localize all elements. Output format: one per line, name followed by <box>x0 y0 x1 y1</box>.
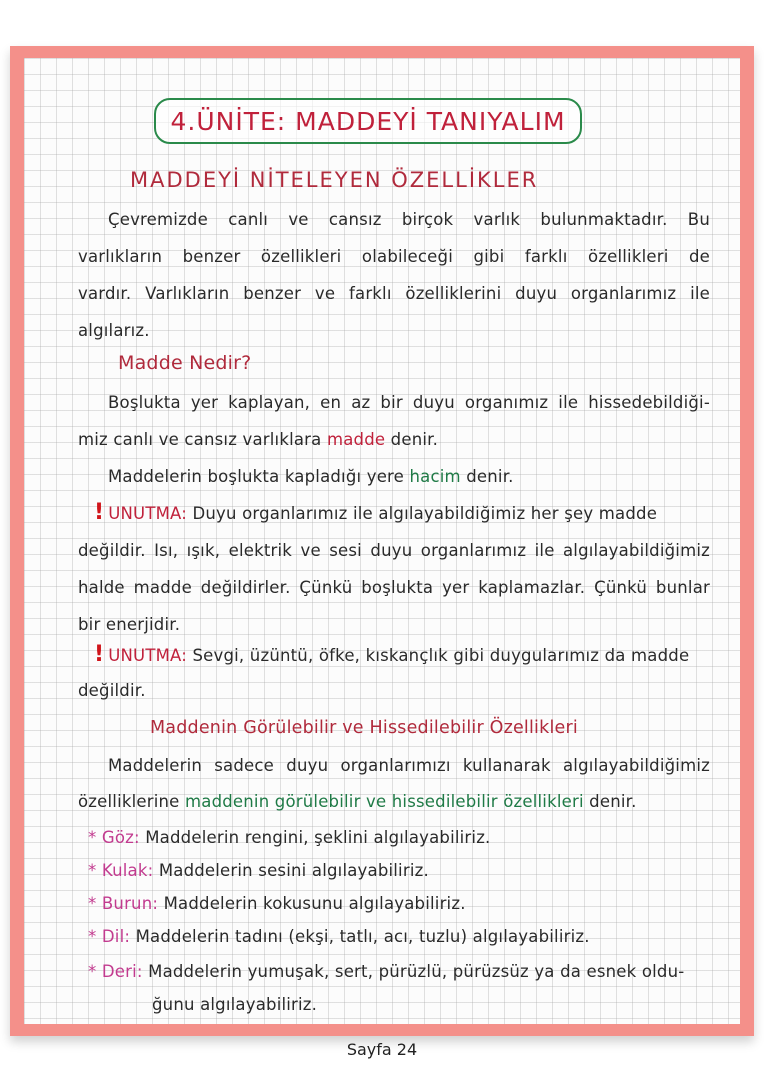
sense-item-goz <box>88 828 710 847</box>
unit-title-box <box>154 98 582 144</box>
page-frame <box>10 46 754 1036</box>
warning-icon: ! <box>94 500 105 525</box>
madde-line-2-post: denir. <box>385 430 439 449</box>
unutma-1-line-3: halde madde değildirler. Çünkü boşlukta yer kaplamazlar. Çünkü bunlar <box>78 578 710 597</box>
sense-text: Maddelerin rengini, şeklini algılayabiliriz. <box>145 828 491 847</box>
madde-line-3-pre: Maddelerin boşlukta kapladığı yere <box>108 467 410 486</box>
page-number: Sayfa 24 <box>346 1040 418 1059</box>
intro-line-4: algılarız. <box>78 321 150 340</box>
unutma-1-line-4: bir enerjidir. <box>78 615 181 634</box>
sense-label: * Dil: <box>88 927 131 946</box>
term-hacim: hacim <box>409 467 461 486</box>
unutma-1-line-2: değildir. Isı, ışık, elektrik ve sesi duyu organlarımız ile algılayabildiğimiz <box>78 541 710 560</box>
madde-heading: Madde Nedir? <box>118 352 252 374</box>
properties-heading: Maddenin Görülebilir ve Hissedilebilir Özellikleri <box>150 718 578 738</box>
warning-icon: ! <box>94 642 105 667</box>
sense-item-dil <box>88 927 710 946</box>
madde-line-2 <box>78 430 710 449</box>
unutma-2-line-2: değildir. <box>78 681 146 700</box>
madde-line-3 <box>108 467 710 486</box>
sense-item-deri-cont: ğunu algılayabiliriz. <box>152 995 318 1014</box>
term-properties: maddenin görülebilir ve hissedilebilir özellikleri <box>184 792 584 811</box>
sense-label: * Deri: <box>88 962 143 981</box>
properties-line-2-pre: özelliklerine <box>78 792 185 811</box>
unutma-1-label: UNUTMA: <box>108 504 188 523</box>
sense-text: Maddelerin kokusunu algılayabiliriz. <box>163 894 466 913</box>
intro-line-2: varlıkların benzer özellikleri olabileceği gibi farklı özellikleri de <box>78 247 710 266</box>
grid-paper <box>24 58 740 1024</box>
unutma-1-text: Duyu organlarımız ile algılayabildiğimiz her şey madde <box>192 504 658 523</box>
sense-item-burun <box>88 894 710 913</box>
unutma-1-line-1 <box>94 500 710 525</box>
sense-text: Maddelerin sesini algılayabiliriz. <box>158 861 429 880</box>
madde-line-3-post: denir. <box>460 467 514 486</box>
unutma-2-line-1 <box>94 642 710 667</box>
intro-line-1: Çevremizde canlı ve cansız birçok varlık bulunmaktadır. Bu <box>108 210 710 229</box>
unit-title: 4.ÜNİTE: MADDEYİ TANIYALIM <box>170 106 566 136</box>
madde-line-1: Boşlukta yer kaplayan, en az bir duyu organımız ile hissedebildiği- <box>108 393 710 412</box>
sense-label: * Burun: <box>88 894 159 913</box>
sense-text: Maddelerin yumuşak, sert, pürüzlü, pürüzsüz ya da esnek oldu- <box>148 962 685 981</box>
properties-line-2 <box>78 792 710 811</box>
term-madde: madde <box>326 430 386 449</box>
sense-label: * Kulak: <box>88 861 154 880</box>
sense-text: Maddelerin tadını (ekşi, tatlı, acı, tuzlu) algılayabiliriz. <box>135 927 590 946</box>
intro-line-3: vardır. Varlıkların benzer ve farklı özelliklerini duyu organlarımız ile <box>78 284 710 303</box>
properties-line-2-post: denir. <box>583 792 637 811</box>
unutma-2-label: UNUTMA: <box>108 646 188 665</box>
properties-line-1: Maddelerin sadece duyu organlarımızı kullanarak algılayabildiğimiz <box>108 756 710 775</box>
madde-line-2-pre: miz canlı ve cansız varlıklara <box>78 430 327 449</box>
sense-item-kulak <box>88 861 710 880</box>
section-heading: MADDEYİ NİTELEYEN ÖZELLİKLER <box>130 168 539 192</box>
sense-label: * Göz: <box>88 828 140 847</box>
unutma-2-text: Sevgi, üzüntü, öfke, kıskançlık gibi duygularımız da madde <box>192 646 690 665</box>
sense-item-deri <box>88 962 710 981</box>
